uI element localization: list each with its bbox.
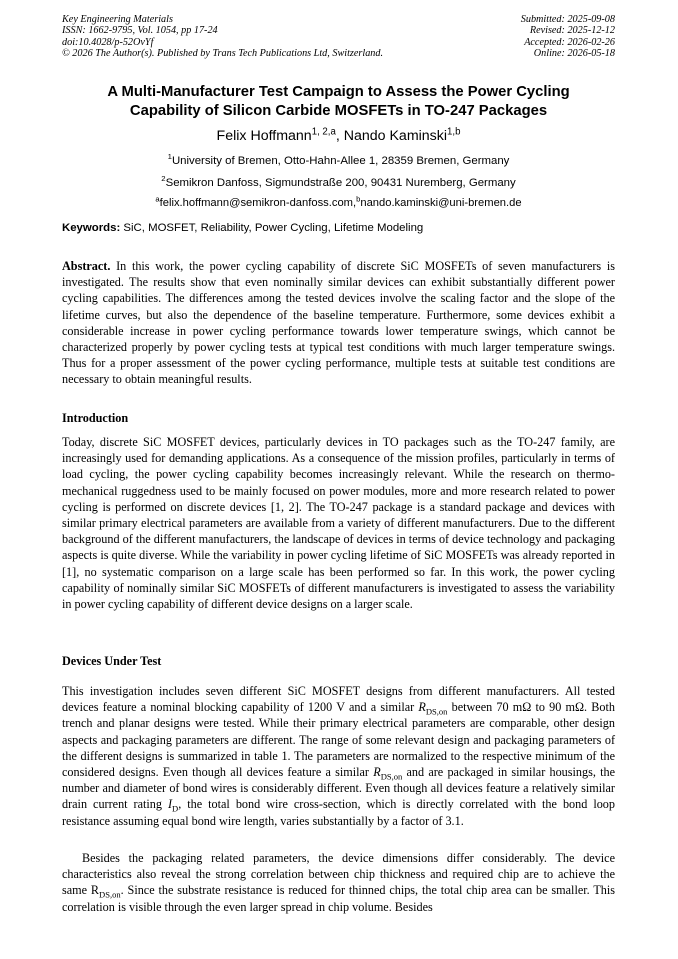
doi: doi:10.4028/p-52OvYf <box>62 36 154 48</box>
revised-date: Revised: 2025-12-12 <box>529 25 615 37</box>
section-heading: Devices Under Test <box>62 654 162 668</box>
symbol-i: I <box>167 797 173 812</box>
subscript-ds-on: DS,on <box>99 889 121 900</box>
author-name: Nando Kaminski <box>343 128 448 144</box>
symbol-r: R <box>373 765 381 780</box>
devices-paragraph <box>62 850 615 915</box>
copyright: © 2026 The Author(s). Published by Trans Tech Publications Ltd, Switzerland. <box>62 47 384 59</box>
abstract-label: Abstract. <box>62 259 111 273</box>
affiliation <box>62 154 615 168</box>
author-superscript: 1, 2,a <box>311 126 336 138</box>
keywords-label: Keywords: <box>62 222 121 234</box>
subscript-d: D <box>172 803 179 814</box>
author-name: Felix Hoffmann <box>216 128 312 144</box>
paragraph-text: , the total bond wire cross-section, which is directly correlated with the bond loop resistance assuming equal bond wire length, varies substantially by a factor of 3.1. <box>62 797 615 828</box>
symbol-r: R <box>418 700 426 715</box>
affiliation <box>62 176 615 190</box>
title-line-2: Capability of Silicon Carbide MOSFETs in TO-247 Packages <box>129 103 548 119</box>
paragraph-text: between 70 mΩ to 90 mΩ. Both trench and planar designs were tested. While their primary electrical parameters are comparable, other design aspects and packaging parameters are different. The range of some relevant design and packaging parameters of the different designs is summarized in table 1. The parameters are normalized to the respective minimum of the considered designs. Even though all devices feature a similar <box>62 700 615 780</box>
email-marker: a <box>155 194 160 204</box>
paragraph-text: This investigation includes seven different SiC MOSFET designs from different manufacturers. All tested devices feature a nominal blocking capability of 1200 V and a similar <box>62 684 615 715</box>
affiliation-text: Semikron Danfoss, Sigmundstraße 200, 90431 Nuremberg, Germany <box>165 177 516 189</box>
journal-name: Key Engineering Materials <box>62 14 173 25</box>
author-list <box>62 127 615 145</box>
affiliation-text: University of Bremen, Otto-Hahn-Allee 1, 28359 Bremen, Germany <box>171 155 510 167</box>
abstract <box>62 258 615 388</box>
paper-title <box>62 83 615 121</box>
affiliation-number: 2 <box>161 174 166 184</box>
author-superscript: 1,b <box>447 126 461 138</box>
email-marker: b <box>356 194 361 204</box>
introduction-paragraph: Today, discrete SiC MOSFET devices, particularly devices in TO packages such as the TO-247 family, are increasingly used for demanding applications. As a consequence of the mission profiles, particularly in terms of load cycling, the power cycling capability becomes increasingly relevant. While the research on thermo-mechanical ruggedness used to be mainly focused on power modules, more and more research related to power cycling is performed on discrete devices [1, 2]. The TO-247 package is a standard package and devices with similar primary electrical parameters are available from a variety of different manufacturers. Due to the different background of the different manufacturers, the landscape of devices in terms of device technology and packaging aspects is quite diverse. While the variability in power cycling lifetime of SiC MOSFETs was already reported in [1], no systematic comparison on a large scale has been performed so far. In this work, the power cycling capability of nominally similar SiC MOSFETs of different manufacturers is investigated to assess the variability in power cycling capability of different device designs on a larger scale. <box>62 435 615 612</box>
online-date: Online: 2026-05-18 <box>533 47 615 59</box>
paragraph-text: and are packaged in similar housings, the number and diameter of bond wires is considerably different. Even though all devices feature a relatively similar drain current rating <box>62 765 616 812</box>
accepted-date: Accepted: 2026-02-26 <box>524 36 615 48</box>
keywords-text: SiC, MOSFET, Reliability, Power Cycling, Lifetime Modeling <box>120 222 424 234</box>
author-emails <box>62 196 615 210</box>
submitted-date: Submitted: 2025-09-08 <box>520 14 615 25</box>
email-address: nando.kaminski@uni-bremen.de <box>360 197 522 209</box>
devices-paragraph <box>62 683 615 829</box>
subscript-ds-on: DS,on <box>425 706 448 717</box>
title-line-1: A Multi-Manufacturer Test Campaign to Assess the Power Cycling <box>107 84 570 100</box>
paragraph-text: Besides the packaging related parameters, the device dimensions differ considerably. The device characteristics also reveal the strong correlation between chip thickness and required chip are to achieve the same R <box>62 851 615 898</box>
section-heading: Introduction <box>62 411 129 425</box>
email-address: felix.hoffmann@semikron-danfoss.com, <box>159 197 357 209</box>
journal-info <box>62 14 383 59</box>
abstract-text: In this work, the power cycling capability of discrete SiC MOSFETs of seven manufacturers is investigated. The results show that even nominally similar devices can exhibit substantially different power cycling capabilities. The differences among the tested devices involve the scaling factor and the slope of the lifetime curves, but also the dependence of the baseline temperature. Furthermore, some devices exhibit a considerable increase in power cycling performance towards lower temperature swings, which cannot be characterized properly by power cycling tests at typical test conditions with much larger temperature swings. Thus for a proper assessment of the power cycling performance, multiple tests at suitable test conditions are necessary to obtain meaningful results. <box>62 259 615 387</box>
issn: ISSN: 1662-9795, Vol. 1054, pp 17-24 <box>62 25 218 37</box>
subscript-ds-on: DS,on <box>380 771 403 782</box>
affiliation-number: 1 <box>167 152 172 162</box>
author-separator: , <box>335 128 344 144</box>
paragraph-text: . Since the substrate resistance is reduced for thinned chips, the total chip area can be smaller. This correlation is visible through the even larger spread in chip volume. Besides <box>62 883 615 914</box>
submission-dates <box>521 14 615 59</box>
keywords <box>62 221 615 235</box>
